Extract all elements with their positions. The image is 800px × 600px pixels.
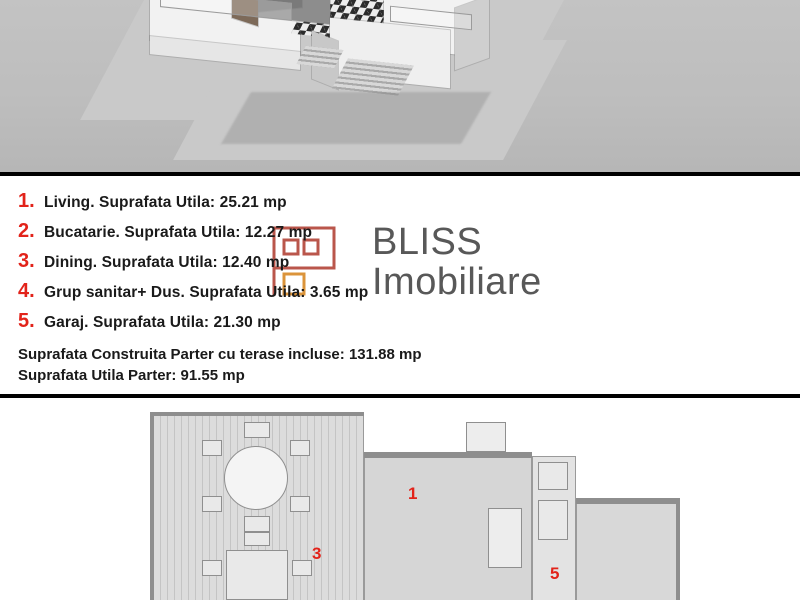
plan-wall-living-top [364,452,532,458]
plan-wall-right [676,502,680,600]
legend-item-label: Dining. Suprafata Utila: 12.40 mp [44,254,290,271]
legend-item-number: 4. [18,280,35,302]
legend-item-label: Garaj. Suprafata Utila: 21.30 mp [44,314,281,331]
plan-room-garage [576,502,680,600]
plan-label-1: 1 [408,484,418,503]
building-render-image [0,0,800,172]
plan-furniture-chair [290,496,310,512]
plan-label-3: 3 [312,544,322,563]
area-totals [0,340,800,384]
legend-item-label: Bucatarie. Suprafata Utila: 12.27 mp [44,224,313,241]
plan-furniture-chair [244,516,270,532]
plan-furniture-chair [244,422,270,438]
render-mass-right-side [455,0,489,70]
plan-furniture-chair [290,440,310,456]
legend-item [0,220,800,243]
total-built-area: Suprafata Construita Parter cu terase incluse: 131.88 mp [18,346,422,363]
plan-furniture-armchair [466,422,506,452]
floorplan-drawing [140,404,680,600]
plan-furniture-chair [292,560,312,576]
legend-item [0,250,800,273]
legend-item-label: Grup sanitar+ Dus. Suprafata Utila: 3.65 mp [44,284,369,301]
plan-furniture-chair [202,560,222,576]
legend-item-number: 5. [18,310,35,332]
plan-furniture-chair [244,532,270,546]
legend-item-number: 2. [18,220,35,242]
plan-furniture-chair [202,496,222,512]
plan-furniture-fixture [538,500,568,540]
plan-wall-top-left [150,412,364,416]
legend-section [0,176,800,394]
room-legend-list [0,176,800,333]
plan-furniture-sofa [488,508,522,568]
legend-item-number: 1. [18,190,35,212]
plan-furniture-fixture [538,462,568,490]
watermark-line-2: Imobiliare [372,261,542,303]
legend-item [0,310,800,333]
legend-item [0,190,800,213]
watermark-line-1: BLISS [372,221,483,263]
total-usable-area: Suprafata Utila Parter: 91.55 mp [18,367,245,384]
plan-wall-garage-top [576,498,680,504]
render-shadow [221,92,491,144]
plan-furniture-round-table [224,446,288,510]
plan-wall-left [150,414,154,600]
plan-label-5: 5 [550,564,560,583]
plan-furniture-chair [202,440,222,456]
legend-item-number: 3. [18,250,35,272]
plan-furniture-table [226,550,288,600]
legend-item [0,280,800,303]
legend-item-label: Living. Suprafata Utila: 25.21 mp [44,194,287,211]
floorplan-section [0,398,800,600]
